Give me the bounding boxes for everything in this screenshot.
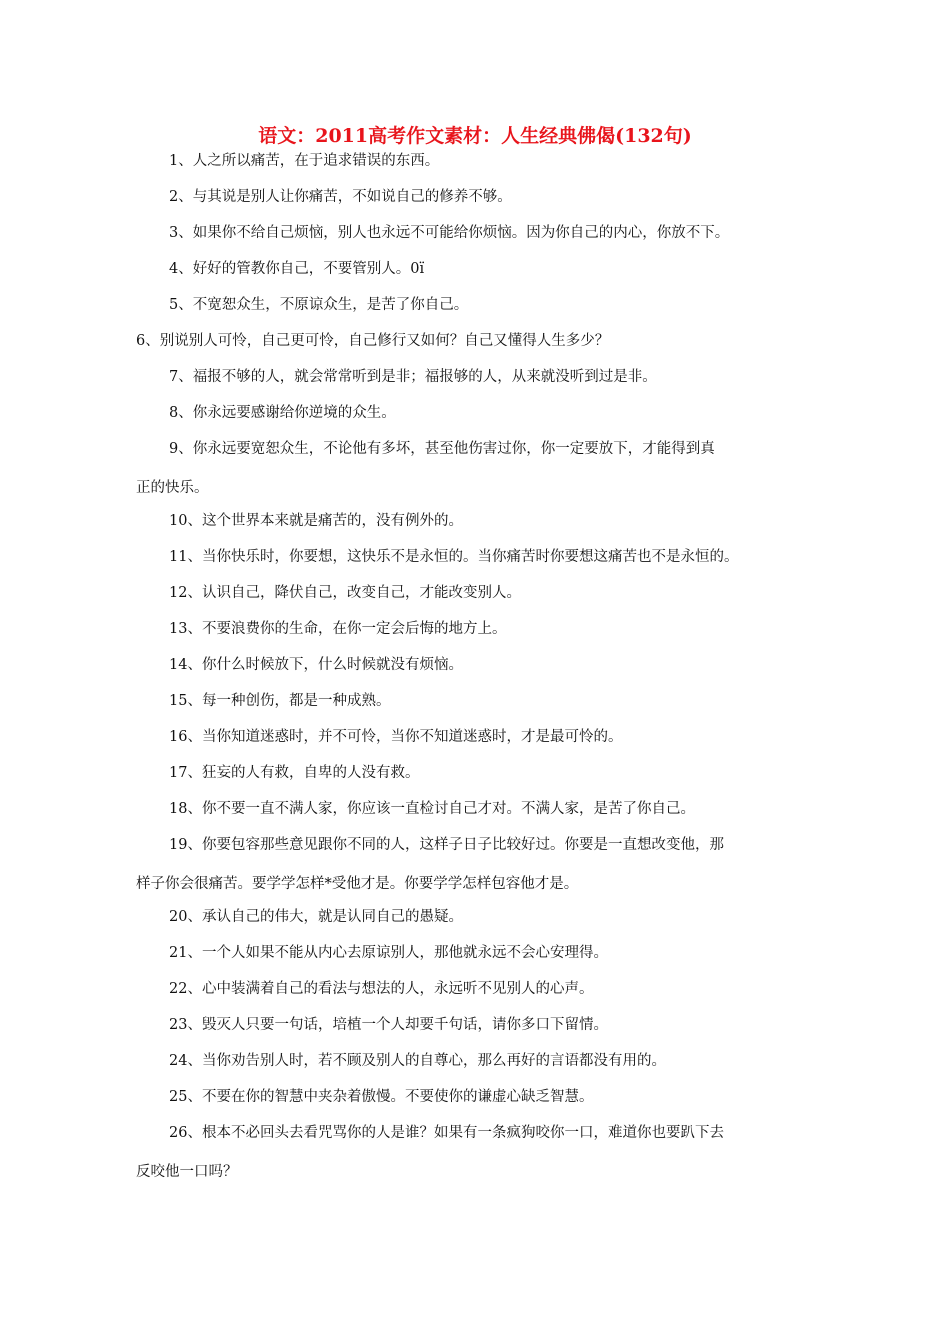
quote-text: 6、别说别人可怜，自己更可怜，自己修行又如何？自己又懂得人生多少？ xyxy=(136,333,610,349)
quote-text: 7、福报不够的人，就会常常听到是非；福报够的人，从来就没听到过是非。 xyxy=(169,369,657,385)
quote-text: 4、好好的管教你自己，不要管别人。0ï xyxy=(169,261,425,277)
quote-text: 18、你不要一直不满人家，你应该一直检讨自己才对。不满人家，是苦了你自己。 xyxy=(169,801,695,817)
quote-text: 20、承认自己的伟大，就是认同自己的愚疑。 xyxy=(169,909,463,925)
quote-text: 16、当你知道迷惑时，并不可怜，当你不知道迷惑时，才是最可怜的。 xyxy=(169,729,623,745)
quote-text: 2、与其说是别人让你痛苦，不如说自己的修养不够。 xyxy=(169,189,512,205)
quote-text: 8、你永远要感谢给你逆境的众生。 xyxy=(169,405,396,421)
quote-text: 17、狂妄的人有救，自卑的人没有救。 xyxy=(169,765,420,781)
quote-text: 19、你要包容那些意见跟你不同的人，这样子日子比较好过。你要是一直想改变他，那 xyxy=(169,837,724,853)
quote-text: 13、不要浪费你的生命，在你一定会后悔的地方上。 xyxy=(169,621,507,637)
quote-text: 21、一个人如果不能从内心去原谅别人，那他就永远不会心安理得。 xyxy=(169,945,608,961)
quote-text: 10、这个世界本来就是痛苦的，没有例外的。 xyxy=(169,513,463,529)
quote-text: 15、每一种创伤，都是一种成熟。 xyxy=(169,693,391,709)
document-title: 语文：2011高考作文素材：人生经典佛偈(132句) xyxy=(258,125,692,147)
quote-continuation: 反咬他一口吗？ xyxy=(136,1164,238,1180)
quote-text: 22、心中装满着自己的看法与想法的人，永远听不见别人的心声。 xyxy=(169,981,594,997)
quote-continuation: 正的快乐。 xyxy=(136,480,209,496)
quote-text: 25、不要在你的智慧中夹杂着傲慢。不要使你的谦虚心缺乏智慧。 xyxy=(169,1089,594,1105)
quote-text: 3、如果你不给自己烦恼，别人也永远不可能给你烦恼。因为你自己的内心，你放不下。 xyxy=(169,225,730,241)
quote-text: 9、你永远要宽恕众生，不论他有多坏，甚至他伤害过你，你一定要放下，才能得到真 xyxy=(169,441,715,457)
quote-text: 5、不宽恕众生，不原谅众生，是苦了你自己。 xyxy=(169,297,469,313)
quote-text: 24、当你劝告别人时，若不顾及别人的自尊心，那么再好的言语都没有用的。 xyxy=(169,1053,666,1069)
quote-text: 23、毁灭人只要一句话，培植一个人却要千句话，请你多口下留情。 xyxy=(169,1017,608,1033)
quote-text: 11、当你快乐时，你要想，这快乐不是永恒的。当你痛苦时你要想这痛苦也不是永恒的。 xyxy=(169,549,739,565)
quote-text: 1、人之所以痛苦，在于追求错误的东西。 xyxy=(169,153,440,169)
quote-text: 14、你什么时候放下，什么时候就没有烦恼。 xyxy=(169,657,463,673)
quote-text: 12、认识自己，降伏自己，改变自己，才能改变别人。 xyxy=(169,585,521,601)
quote-continuation: 样子你会很痛苦。要学学怎样*受他才是。你要学学怎样包容他才是。 xyxy=(136,876,579,892)
quote-text: 26、根本不必回头去看咒骂你的人是谁？如果有一条疯狗咬你一口，难道你也要趴下去 xyxy=(169,1125,724,1141)
